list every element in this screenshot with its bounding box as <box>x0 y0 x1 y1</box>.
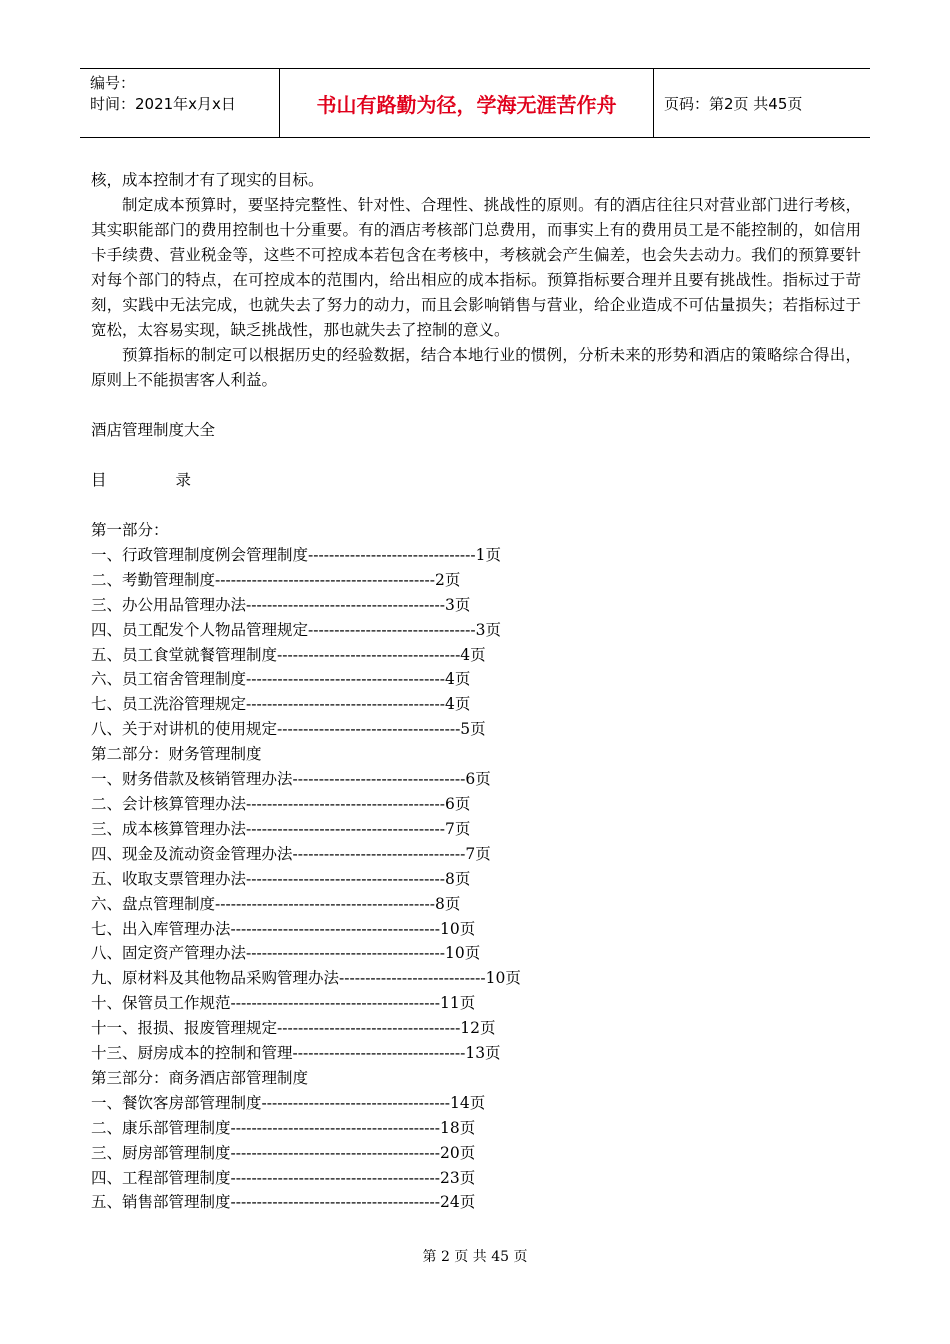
header-motto: 书山有路勤为径，学海无涯苦作舟 <box>280 69 654 137</box>
toc-entry: 八、固定资产管理办法--------------------------------------10页 <box>91 944 481 963</box>
table-of-contents <box>91 518 861 1215</box>
toc-entry: 七、员工洗浴管理规定--------------------------------------4页 <box>91 695 471 714</box>
number-label: 编号： <box>90 74 136 92</box>
toc-entry: 十一、报损、报废管理规定-----------------------------------12页 <box>91 1019 496 1038</box>
toc-entry: 六、员工宿舍管理制度--------------------------------------4页 <box>91 670 471 689</box>
toc-title: 目 录 <box>91 471 191 489</box>
toc-entry: 二、会计核算管理办法--------------------------------------6页 <box>91 794 471 813</box>
page-footer <box>0 1246 950 1266</box>
toc-entry: 四、员工配发个人物品管理规定--------------------------------3页 <box>91 620 501 639</box>
toc-entry: 九、原材料及其他物品采购管理办法----------------------------10页 <box>91 969 521 988</box>
paragraph-1: 核，成本控制才有了现实的目标。 <box>91 171 324 189</box>
toc-entry: 七、出入库管理办法----------------------------------------10页 <box>91 919 476 938</box>
toc-entry: 第三部分：商务酒店部管理制度 <box>91 1068 309 1087</box>
toc-entry: 三、厨房部管理制度----------------------------------------20页 <box>91 1143 476 1162</box>
paragraph-2: 制定成本预算时，要坚持完整性、针对性、合理性、挑战性的原则。有的酒店往往只对营业部门进行考核，其实职能部门的费用控制也十分重要。有的酒店考核部门总费用，而事实上有的费用员工是不能控制的，如信用卡手续费、营业税金等，这些不可控成本若包含在考核中，考核就会产生偏差，也会失去动力。我们的预算要针对每个部门的特点，在可控成本的范围内，给出相应的成本指标。预算指标要合理并且要有挑战性。指标过于苛刻，实践中无法完成，也就失去了努力的动力，而且会影响销售与营业，给企业造成不可估量损失；若指标过于宽松，太容易实现，缺乏挑战性，那也就失去了控制的意义。 <box>91 196 861 339</box>
toc-entry: 一、行政管理制度例会管理制度--------------------------------1页 <box>91 545 501 564</box>
toc-entry: 一、财务借款及核销管理办法---------------------------------6页 <box>91 770 491 789</box>
toc-entry: 六、盘点管理制度------------------------------------------8页 <box>91 894 461 913</box>
toc-entry: 四、工程部管理制度----------------------------------------23页 <box>91 1168 476 1187</box>
document-body <box>91 168 861 1215</box>
toc-entry: 四、现金及流动资金管理办法---------------------------------7页 <box>91 844 491 863</box>
document-title: 酒店管理制度大全 <box>91 421 216 439</box>
header-page-info: 页码：第2页 共45页 <box>664 94 803 113</box>
toc-entry: 五、销售部管理制度----------------------------------------24页 <box>91 1193 476 1212</box>
toc-entry: 十、保管员工作规范----------------------------------------11页 <box>91 994 476 1013</box>
toc-entry: 五、收取支票管理办法--------------------------------------8页 <box>91 869 471 888</box>
time-label: 时间：2021年x月x日 <box>90 95 236 113</box>
toc-entry: 八、关于对讲机的使用规定-----------------------------------5页 <box>91 720 486 739</box>
toc-entry: 第二部分：财务管理制度 <box>91 745 262 764</box>
toc-entry: 三、办公用品管理办法--------------------------------------3页 <box>91 595 471 614</box>
toc-entry: 第一部分： <box>91 521 169 539</box>
header-meta <box>80 69 280 137</box>
footer-page-label: 第 2 页 共 45 页 <box>422 1249 528 1265</box>
page-header <box>80 68 870 138</box>
toc-entry: 一、餐饮客房部管理制度------------------------------------14页 <box>91 1093 486 1112</box>
toc-entry: 二、康乐部管理制度----------------------------------------18页 <box>91 1118 476 1137</box>
toc-entry: 五、员工食堂就餐管理制度-----------------------------------4页 <box>91 645 486 664</box>
paragraph-3: 预算指标的制定可以根据历史的经验数据，结合本地行业的惯例，分析未来的形势和酒店的策略综合得出，原则上不能损害客人利益。 <box>91 346 861 389</box>
toc-entry: 二、考勤管理制度------------------------------------------2页 <box>91 570 461 589</box>
toc-entry: 三、成本核算管理办法--------------------------------------7页 <box>91 819 471 838</box>
toc-entry: 十三、厨房成本的控制和管理---------------------------------13页 <box>91 1044 501 1063</box>
